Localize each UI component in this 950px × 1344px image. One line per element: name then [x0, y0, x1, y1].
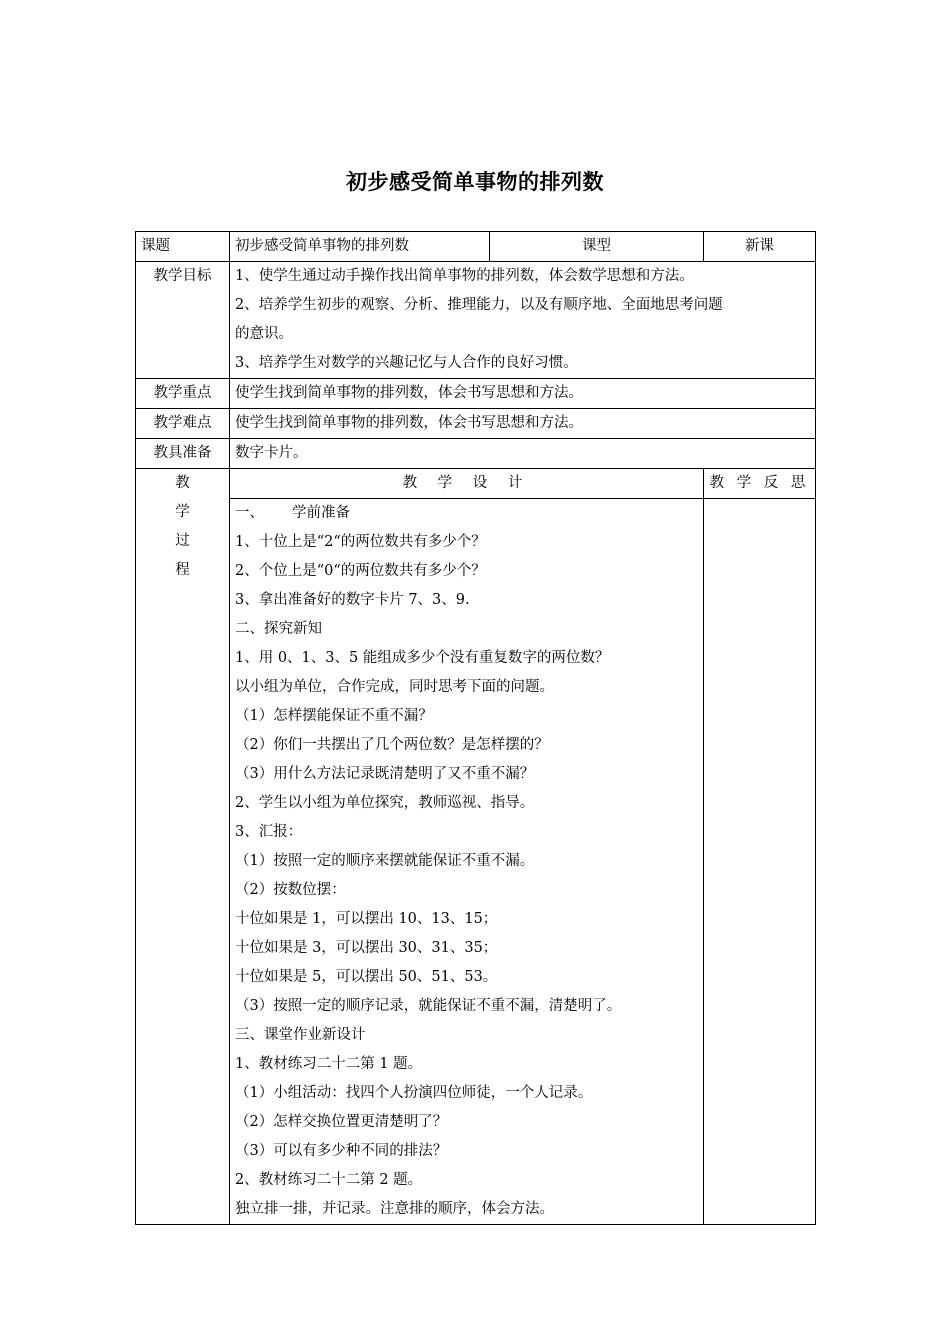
- process-label-char: 过: [175, 533, 190, 549]
- goals-label: 教学目标: [136, 262, 230, 379]
- lesson-plan-table: [135, 231, 816, 1225]
- design-line: （1）小组活动：找四个人扮演四位师徒，一个人记录。: [235, 1085, 593, 1101]
- process-label: [136, 469, 230, 1225]
- design-line: 独立排一排，并记录。注意排的顺序，体会方法。: [235, 1201, 554, 1217]
- goals-content: [230, 262, 816, 379]
- process-label-char: 程: [175, 562, 190, 578]
- design-line: 1、用 0、1、3、5 能组成多少个没有重复数字的两位数？: [235, 650, 610, 666]
- goal-line: 3、培养学生对数学的兴趣记忆与人合作的良好习惯。: [235, 355, 578, 371]
- row-process-header: [136, 469, 816, 499]
- reflection-content: [704, 499, 816, 1225]
- section-title: 学前准备: [292, 505, 350, 521]
- design-line: 2、教材练习二十二第 2 题。: [235, 1172, 423, 1188]
- design-line: 二、探究新知: [235, 621, 322, 637]
- materials-value: 数字卡片。: [230, 439, 816, 469]
- row-materials: [136, 439, 816, 469]
- difficulty-value: 使学生找到简单事物的排列数，体会书写思想和方法。: [230, 409, 816, 439]
- section-heading: [235, 499, 698, 528]
- design-line: （2）按数位摆：: [235, 882, 346, 898]
- design-header: 教 学 设 计: [230, 469, 704, 499]
- design-line: 2、学生以小组为单位探究，教师巡视、指导。: [235, 795, 535, 811]
- design-line: （3）用什么方法记录既清楚明了又不重不漏？: [235, 766, 535, 782]
- row-process-content: [136, 499, 816, 1225]
- design-line: 2、个位上是“0“的两位数共有多少个？: [235, 563, 486, 579]
- process-label-char: 教: [175, 475, 190, 491]
- design-line: 十位如果是 5，可以摆出 50、51、53。: [235, 969, 498, 985]
- process-label-char: 学: [175, 504, 190, 520]
- goal-line: 1、使学生通过动手操作找出简单事物的排列数，体会数学思想和方法。: [235, 268, 694, 284]
- section-number: 一、: [235, 505, 264, 521]
- design-line: （2）你们一共摆出了几个两位数？是怎样摆的？: [235, 737, 549, 753]
- difficulty-label: 教学难点: [136, 409, 230, 439]
- design-line: （1）怎样摆能保证不重不漏？: [235, 708, 433, 724]
- design-line: （2）怎样交换位置更清楚明了？: [235, 1114, 448, 1130]
- design-line: 1、教材练习二十二第 1 题。: [235, 1056, 423, 1072]
- design-line: 3、拿出准备好的数字卡片 7、3、9.: [235, 592, 470, 608]
- goal-line: 2、培养学生初步的观察、分析、推理能力，以及有顺序地、全面地思考问题: [235, 297, 723, 313]
- design-line: 三、课堂作业新设计: [235, 1027, 366, 1043]
- design-line: 以小组为单位，合作完成，同时思考下面的问题。: [235, 679, 554, 695]
- row-topic: [136, 232, 816, 262]
- lesson-type-label: 课型: [490, 232, 704, 262]
- lesson-type-value: 新课: [704, 232, 816, 262]
- design-line: 十位如果是 3，可以摆出 30、31、35；: [235, 940, 498, 956]
- topic-value: 初步感受简单事物的排列数: [230, 232, 490, 262]
- reflection-header: 教 学 反 思: [704, 469, 816, 499]
- goal-line: 的意识。: [235, 326, 293, 342]
- row-goals: [136, 262, 816, 379]
- key-point-value: 使学生找到简单事物的排列数，体会书写思想和方法。: [230, 379, 816, 409]
- topic-label: 课题: [136, 232, 230, 262]
- design-line: 1、十位上是“2“的两位数共有多少个？: [235, 534, 486, 550]
- page-title: 初步感受简单事物的排列数: [346, 170, 604, 194]
- row-key-point: [136, 379, 816, 409]
- row-difficulty: [136, 409, 816, 439]
- design-line: （3）可以有多少种不同的排法？: [235, 1143, 448, 1159]
- design-line: （1）按照一定的顺序来摆就能保证不重不漏。: [235, 853, 535, 869]
- materials-label: 教具准备: [136, 439, 230, 469]
- design-content: [230, 499, 704, 1225]
- design-line: 十位如果是 1，可以摆出 10、13、15；: [235, 911, 498, 927]
- design-line: （3）按照一定的顺序记录，就能保证不重不漏，清楚明了。: [235, 998, 622, 1014]
- design-line: 3、汇报：: [235, 824, 303, 840]
- key-point-label: 教学重点: [136, 379, 230, 409]
